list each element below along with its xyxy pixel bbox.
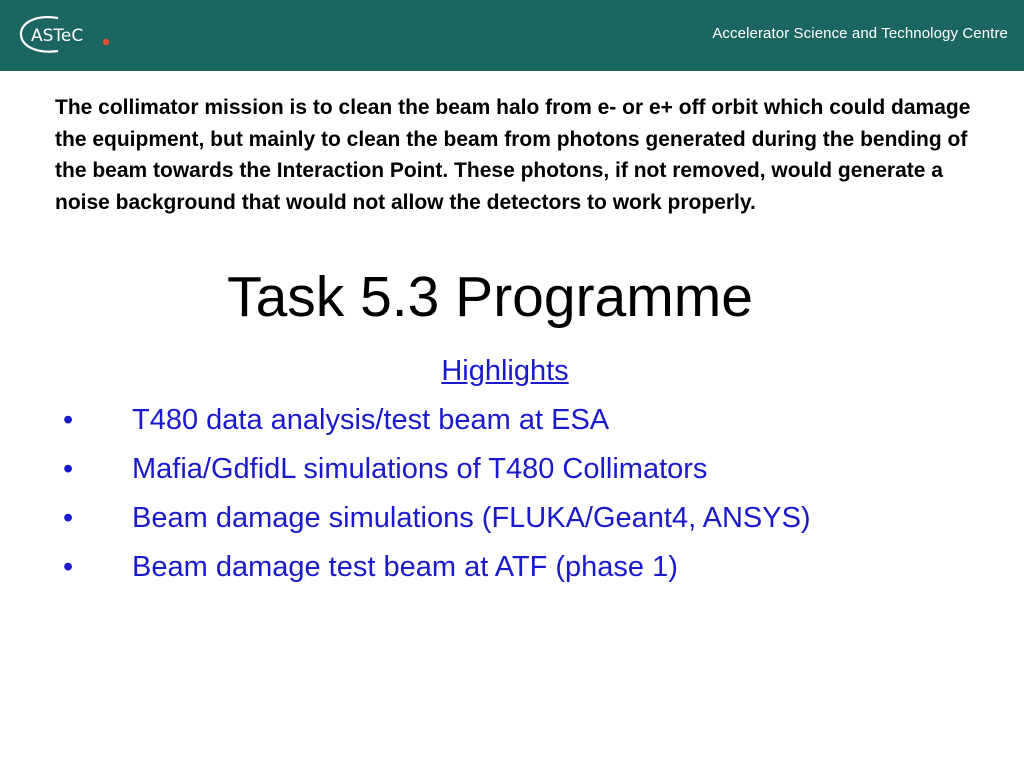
bullet-icon: • bbox=[63, 551, 74, 583]
logo-text: ASTeC bbox=[31, 26, 84, 46]
centre-name: Accelerator Science and Technology Centre bbox=[712, 25, 1008, 42]
highlights-list bbox=[60, 400, 1000, 596]
bullet-icon: • bbox=[63, 502, 74, 534]
astec-logo-icon bbox=[18, 14, 114, 56]
list-item-text: Mafia/GdfidL simulations of T480 Collimators bbox=[132, 453, 708, 485]
list-item-text: T480 data analysis/test beam at ESA bbox=[132, 404, 610, 436]
bullet-icon: • bbox=[63, 453, 74, 485]
intro-paragraph: The collimator mission is to clean the beam halo from e- or e+ off orbit which could damage the equipment, but mainly to clean the beam from photons generated during the bending of the beam towards the Interaction Point. These photons, if not removed, would generate a noise background that would not allow the detectors to work properly. bbox=[55, 96, 971, 214]
list-item bbox=[60, 400, 1000, 449]
list-item-text: Beam damage test beam at ATF (phase 1) bbox=[132, 551, 678, 583]
slide-title: Task 5.3 Programme bbox=[227, 265, 753, 329]
header-bar bbox=[0, 0, 1024, 71]
list-item bbox=[60, 547, 1000, 596]
list-item-text: Beam damage simulations (FLUKA/Geant4, ANSYS) bbox=[132, 502, 811, 534]
logo-dot-icon bbox=[103, 39, 109, 45]
bullet-icon: • bbox=[63, 404, 74, 436]
astec-logo bbox=[18, 14, 114, 56]
list-item bbox=[60, 449, 1000, 498]
list-item bbox=[60, 498, 1000, 547]
highlights-heading: Highlights bbox=[441, 355, 569, 387]
